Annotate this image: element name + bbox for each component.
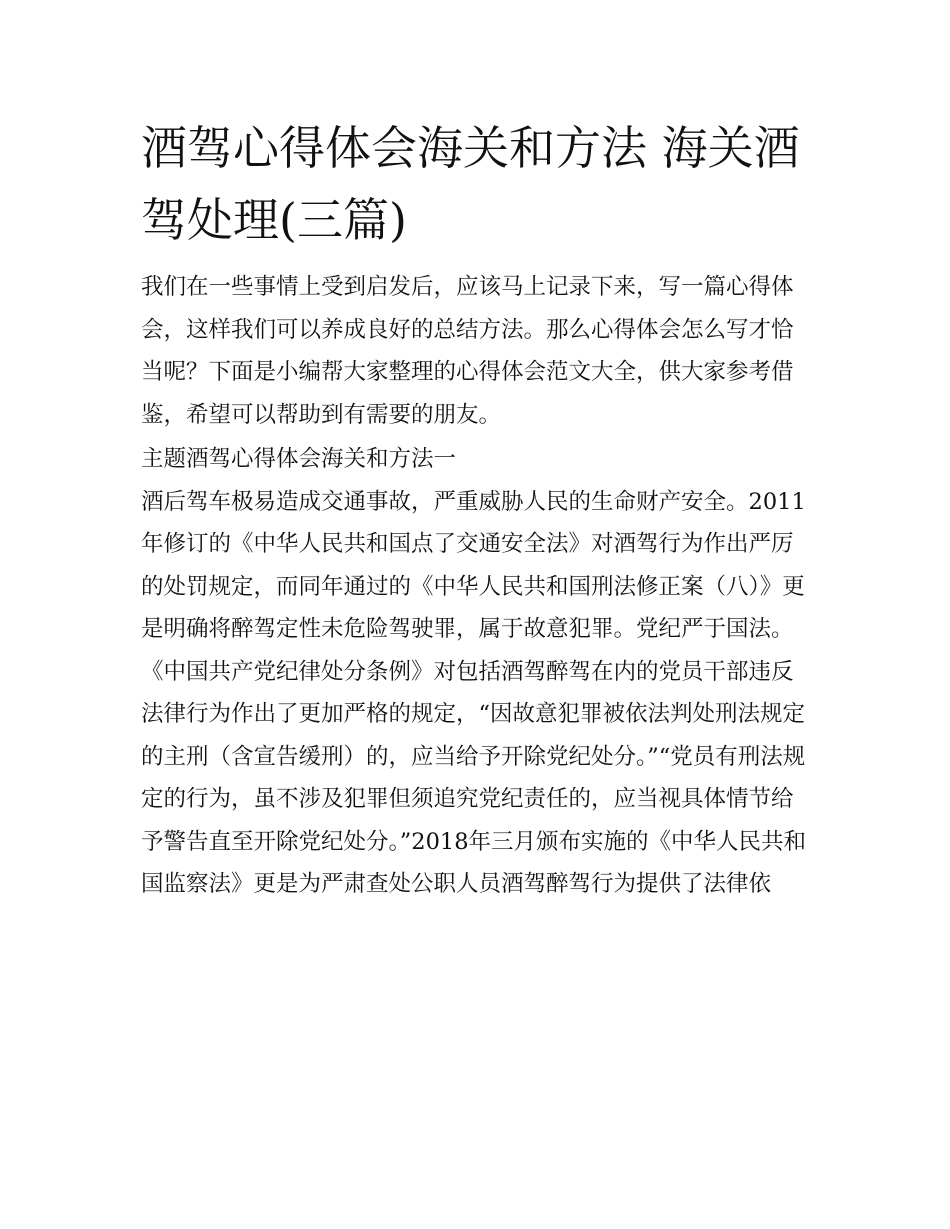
document-title: 酒驾心得体会海关和方法 海关酒驾处理(三篇): [141, 121, 800, 247]
document-page: [141, 112, 813, 906]
section-heading: 主题酒驾心得体会海关和方法一: [141, 446, 457, 472]
body-paragraph: 酒后驾车极易造成交通事故，严重威胁人民的生命财产安全。2011年修订的《中华人民共和国点了交通安全法》对酒驾行为作出严厉的处罚规定，而同年通过的《中华人民共和国刑法修正案（八）》更是明确将醉驾定性未危险驾驶罪，属于故意犯罪。党纪严于国法。《中国共产党纪律处分条例》对包括酒驾醉驾在内的党员干部违反法律行为作出了更加严格的规定，“因故意犯罪被依法判处刑法规定的主刑（含宣告缓刑）的，应当给予开除党纪处分。”“党员有刑法规定的行为，虽不涉及犯罪但须追究党纪责任的，应当视具体情节给予警告直至开除党纪处分。”2018年三月颁布实施的《中华人民共和国监察法》更是为严肃查处公职人员酒驾醉驾行为提供了法律依: [141, 488, 807, 897]
intro-paragraph: 我们在一些事情上受到启发后，应该马上记录下来，写一篇心得体会，这样我们可以养成良好的总结方法。那么心得体会怎么写才恰当呢？下面是小编帮大家整理的心得体会范文大全，供大家参考借鉴，希望可以帮助到有需要的朋友。: [141, 274, 794, 428]
